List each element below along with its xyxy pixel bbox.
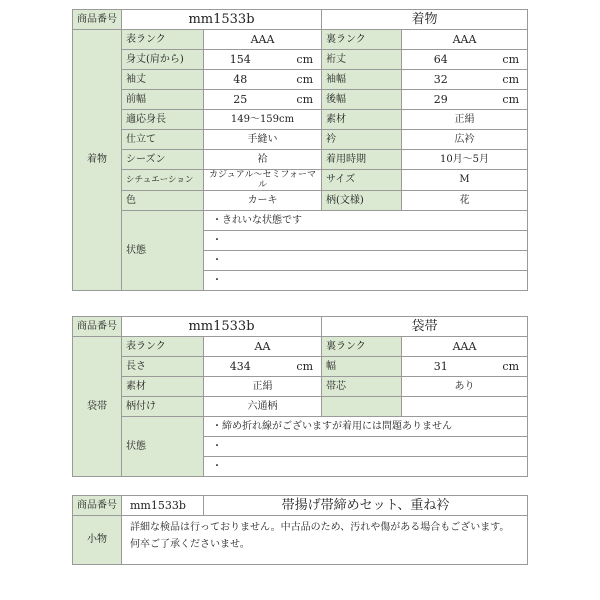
field-label: 適応身長 bbox=[122, 110, 204, 130]
field-label: 素材 bbox=[122, 377, 204, 397]
field-value: 六通柄 bbox=[204, 397, 322, 417]
field-label: シーズン bbox=[122, 150, 204, 170]
field-label: 着用時期 bbox=[322, 150, 402, 170]
field-label: 身丈(肩から) bbox=[122, 50, 204, 70]
field-label: 裏ランク bbox=[322, 337, 402, 357]
value-unit: cm bbox=[296, 53, 313, 66]
field-value: 袷 bbox=[204, 150, 322, 170]
field-label bbox=[322, 397, 402, 417]
field-label: 袖幅 bbox=[322, 70, 402, 90]
section-title: 着物 bbox=[322, 10, 528, 30]
field-label: 衿 bbox=[322, 130, 402, 150]
field-value bbox=[402, 397, 528, 417]
field-value bbox=[402, 90, 528, 110]
field-label: 表ランク bbox=[122, 30, 204, 50]
field-value: AAA bbox=[402, 30, 528, 50]
field-value bbox=[204, 50, 322, 70]
value-number: 31 bbox=[433, 360, 448, 373]
product-code: mm1533b bbox=[122, 317, 322, 337]
field-label: サイズ bbox=[322, 170, 402, 191]
product-number-label: 商品番号 bbox=[73, 317, 122, 337]
field-value: AA bbox=[204, 337, 322, 357]
value-unit: cm bbox=[502, 53, 520, 66]
field-value: 花 bbox=[402, 191, 528, 211]
field-label: 後幅 bbox=[322, 90, 402, 110]
section-title: 袋帯 bbox=[322, 317, 528, 337]
field-label: 袖丈 bbox=[122, 70, 204, 90]
field-label: 柄(文様) bbox=[322, 191, 402, 211]
value-unit: cm bbox=[502, 360, 520, 373]
condition-line: ・ bbox=[204, 457, 528, 477]
field-value: AAA bbox=[402, 337, 528, 357]
field-label: 表ランク bbox=[122, 337, 204, 357]
condition-line: ・きれいな状態です bbox=[204, 211, 528, 231]
field-value: あり bbox=[402, 377, 528, 397]
field-label: 長さ bbox=[122, 357, 204, 377]
category-label: 袋帯 bbox=[73, 337, 122, 477]
value-number: 29 bbox=[433, 93, 448, 106]
field-value: M bbox=[402, 170, 528, 191]
product-code: mm1533b bbox=[122, 10, 322, 30]
field-label: 幅 bbox=[322, 357, 402, 377]
field-value bbox=[402, 50, 528, 70]
value-number: 25 bbox=[233, 93, 248, 106]
product-number-label: 商品番号 bbox=[73, 10, 122, 30]
section-title: 帯揚げ帯締めセット、重ね衿 bbox=[204, 496, 528, 516]
field-label: 色 bbox=[122, 191, 204, 211]
field-value: カーキ bbox=[204, 191, 322, 211]
condition-line: ・ bbox=[204, 437, 528, 457]
condition-line: ・ bbox=[204, 271, 528, 291]
condition-line: ・締め折れ線がございますが着用には問題ありません bbox=[204, 417, 528, 437]
field-value bbox=[402, 357, 528, 377]
value-number: 64 bbox=[433, 53, 448, 66]
field-value bbox=[204, 90, 322, 110]
condition-label: 状態 bbox=[122, 211, 204, 291]
field-label: シチュエーション bbox=[122, 170, 204, 191]
condition-label: 状態 bbox=[122, 417, 204, 477]
value-number: 32 bbox=[433, 73, 448, 86]
value-number: 154 bbox=[229, 53, 251, 66]
category-label: 着物 bbox=[73, 30, 122, 291]
field-value: AAA bbox=[204, 30, 322, 50]
category-label: 小物 bbox=[73, 516, 122, 565]
field-label: 帯芯 bbox=[322, 377, 402, 397]
value-number: 48 bbox=[233, 73, 248, 86]
accessories-table bbox=[72, 495, 528, 565]
value-unit: cm bbox=[296, 93, 313, 106]
field-value: 149〜159cm bbox=[204, 110, 322, 130]
field-label: 裏ランク bbox=[322, 30, 402, 50]
condition-line: ・ bbox=[204, 231, 528, 251]
condition-line: ・ bbox=[204, 251, 528, 271]
field-value bbox=[204, 357, 322, 377]
field-value: 正絹 bbox=[204, 377, 322, 397]
field-value: 広衿 bbox=[402, 130, 528, 150]
notes-text: 詳細な検品は行っておりません。中古品のため、汚れや傷がある場合もございます。何卒ご了承くださいませ。 bbox=[122, 516, 528, 565]
value-unit: cm bbox=[296, 73, 313, 86]
product-code: mm1533b bbox=[122, 496, 204, 516]
product-number-label: 商品番号 bbox=[73, 496, 122, 516]
field-label: 裄丈 bbox=[322, 50, 402, 70]
field-value bbox=[402, 70, 528, 90]
value-unit: cm bbox=[502, 73, 520, 86]
value-number: 434 bbox=[229, 360, 251, 373]
field-value: 10月〜5月 bbox=[402, 150, 528, 170]
field-value: カジュアル〜セミフォーマル bbox=[204, 170, 322, 191]
field-label: 前幅 bbox=[122, 90, 204, 110]
value-unit: cm bbox=[502, 93, 520, 106]
obi-table bbox=[72, 316, 528, 477]
field-value: 手縫い bbox=[204, 130, 322, 150]
field-label: 素材 bbox=[322, 110, 402, 130]
field-label: 仕立て bbox=[122, 130, 204, 150]
field-value bbox=[204, 70, 322, 90]
field-value: 正絹 bbox=[402, 110, 528, 130]
value-unit: cm bbox=[296, 360, 313, 373]
kimono-table bbox=[72, 9, 528, 291]
field-label: 柄付け bbox=[122, 397, 204, 417]
